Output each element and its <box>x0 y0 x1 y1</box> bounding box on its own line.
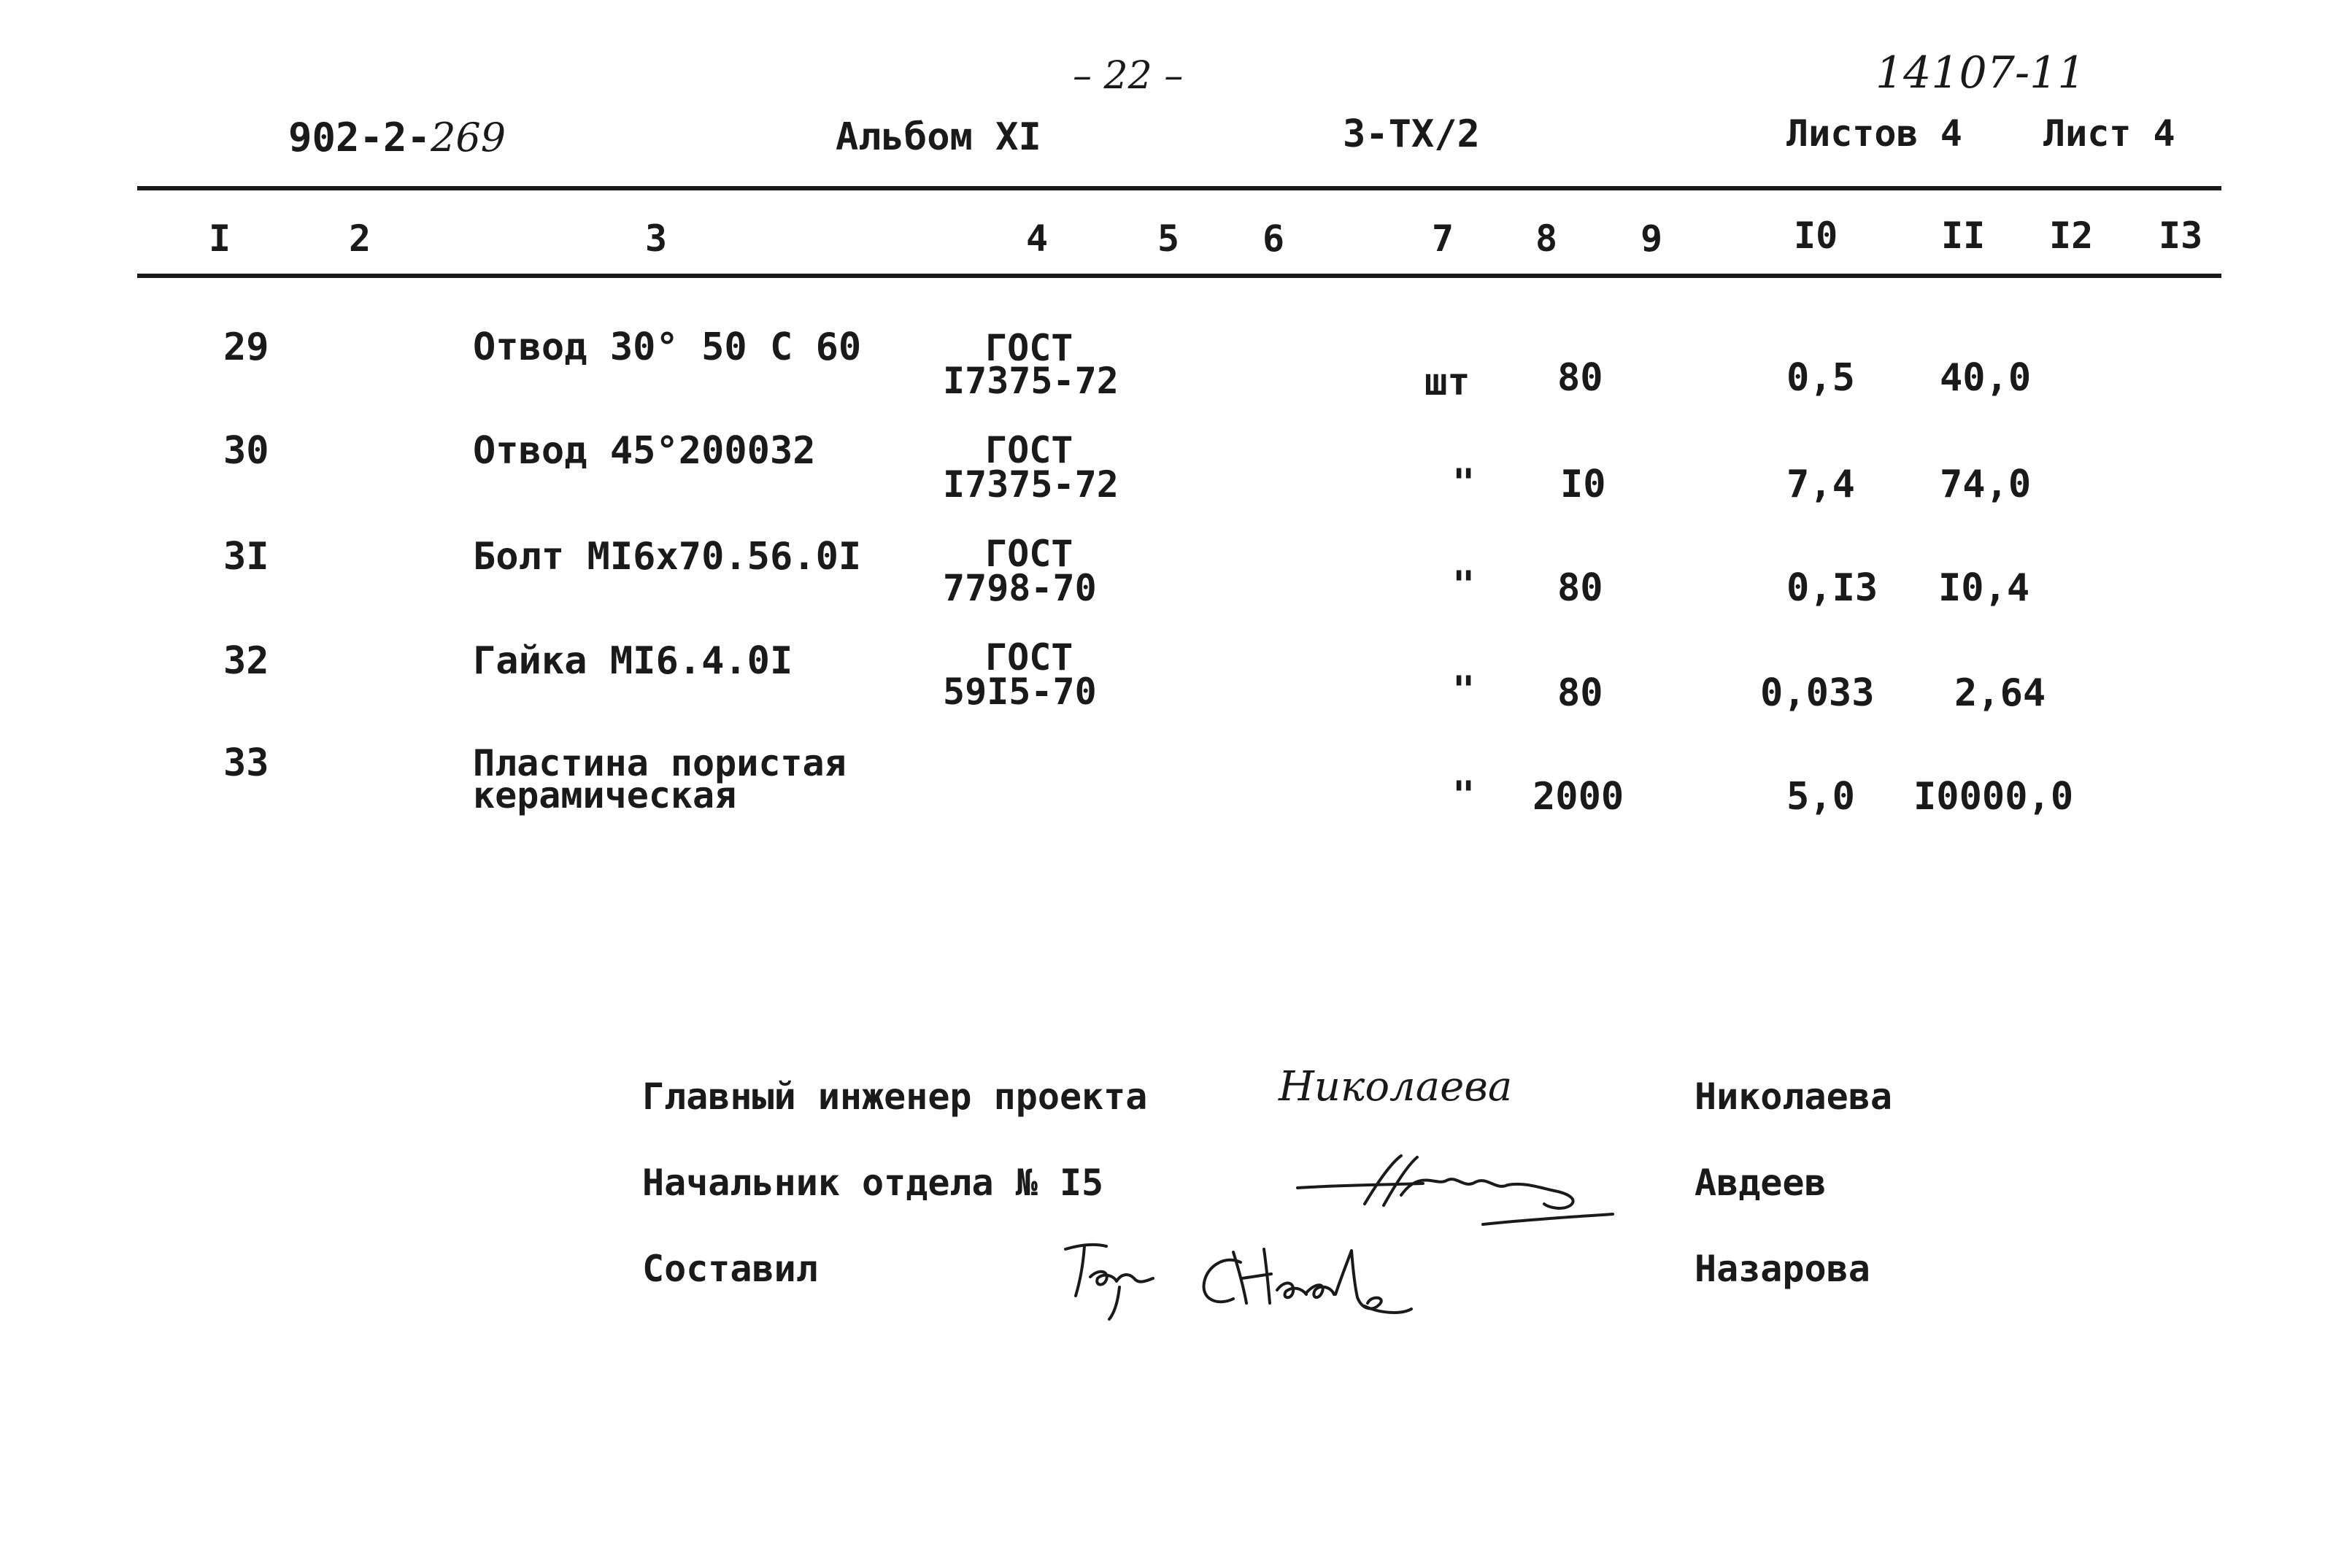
document-code: 14107-11 <box>1875 47 2086 99</box>
project-number-suffix: 269 <box>431 115 506 161</box>
standard-line2: 59I5-70 <box>943 671 1097 713</box>
quantity: 80 <box>1557 566 1603 610</box>
column-number: I <box>209 217 231 260</box>
signatory-name: Назарова <box>1695 1248 1870 1290</box>
item-name: Отвод 45°200032 <box>473 429 816 473</box>
unit-mass: 7,4 <box>1786 463 1855 506</box>
unit: " <box>1452 461 1476 505</box>
column-number: 3 <box>645 217 668 260</box>
project-number-prefix: 902-2- <box>288 115 431 161</box>
standard-line2: 7798-70 <box>943 567 1097 609</box>
item-name: Болт МI6х70.56.0I <box>473 535 862 579</box>
column-number: 7 <box>1432 217 1454 260</box>
signature-mark <box>1058 1233 1467 1328</box>
standard-line1: ГОСТ <box>985 327 1073 369</box>
project-number <box>288 115 506 161</box>
unit: " <box>1452 773 1476 817</box>
unit: " <box>1452 668 1476 712</box>
signatory-name: Николаева <box>1695 1075 1892 1118</box>
signature-role: Начальник отдела № I5 <box>642 1162 1104 1204</box>
handwritten-signature: Николаева <box>1279 1063 1513 1111</box>
total-mass: I0,4 <box>1938 566 2030 610</box>
album-label: Альбом XI <box>836 115 1041 159</box>
column-number: 2 <box>349 217 371 260</box>
position-number: 30 <box>223 429 269 473</box>
unit: " <box>1452 563 1476 607</box>
column-number: 6 <box>1262 217 1285 260</box>
column-number: I0 <box>1794 215 1838 257</box>
unit: шт <box>1424 360 1470 404</box>
column-number: 8 <box>1535 217 1558 260</box>
signature-role: Составил <box>642 1248 818 1290</box>
position-number: 32 <box>223 639 269 683</box>
item-name-line2: керамическая <box>473 774 737 816</box>
quantity: I0 <box>1560 463 1606 506</box>
standard-line2: I7375-72 <box>943 463 1119 506</box>
unit-mass: 0,5 <box>1786 356 1855 400</box>
item-name-line1: Пластина пористая <box>473 742 847 784</box>
total-mass: 2,64 <box>1954 671 2046 715</box>
standard-line2: I7375-72 <box>943 360 1119 402</box>
position-number: 29 <box>223 325 269 369</box>
table-top-rule <box>137 186 2221 190</box>
total-mass: 40,0 <box>1940 356 2032 400</box>
quantity: 80 <box>1557 356 1603 400</box>
signatory-name: Авдеев <box>1695 1162 1827 1204</box>
quantity: 80 <box>1557 671 1603 715</box>
unit-mass: 5,0 <box>1786 775 1855 819</box>
sheet-number: Лист 4 <box>2043 112 2175 155</box>
total-mass: 74,0 <box>1940 463 2032 506</box>
page-number: – 22 – <box>1073 54 1184 98</box>
column-number: 4 <box>1026 217 1049 260</box>
column-number: 9 <box>1641 217 1663 260</box>
signature-role: Главный инженер проекта <box>642 1075 1148 1118</box>
column-number: I3 <box>2159 215 2203 257</box>
standard-line1: ГОСТ <box>985 533 1073 575</box>
item-name: Отвод 30° 50 С 60 <box>473 325 862 369</box>
section-code: 3-ТХ/2 <box>1343 112 1480 156</box>
total-mass: I0000,0 <box>1913 775 2074 819</box>
standard-line1: ГОСТ <box>985 636 1073 679</box>
column-number: 5 <box>1157 217 1180 260</box>
position-number: 33 <box>223 741 269 785</box>
unit-mass: 0,033 <box>1760 671 1875 715</box>
unit-mass: 0,I3 <box>1786 566 1878 610</box>
signature-mark <box>1292 1153 1642 1233</box>
sheets-total: Листов 4 <box>1786 112 1962 155</box>
table-header-rule <box>137 274 2221 278</box>
item-name: Гайка МI6.4.0I <box>473 639 793 683</box>
column-number: I2 <box>2049 215 2094 257</box>
standard-line1: ГОСТ <box>985 429 1073 471</box>
quantity: 2000 <box>1533 775 1624 819</box>
position-number: 3I <box>223 535 269 579</box>
column-number: II <box>1941 215 1986 257</box>
